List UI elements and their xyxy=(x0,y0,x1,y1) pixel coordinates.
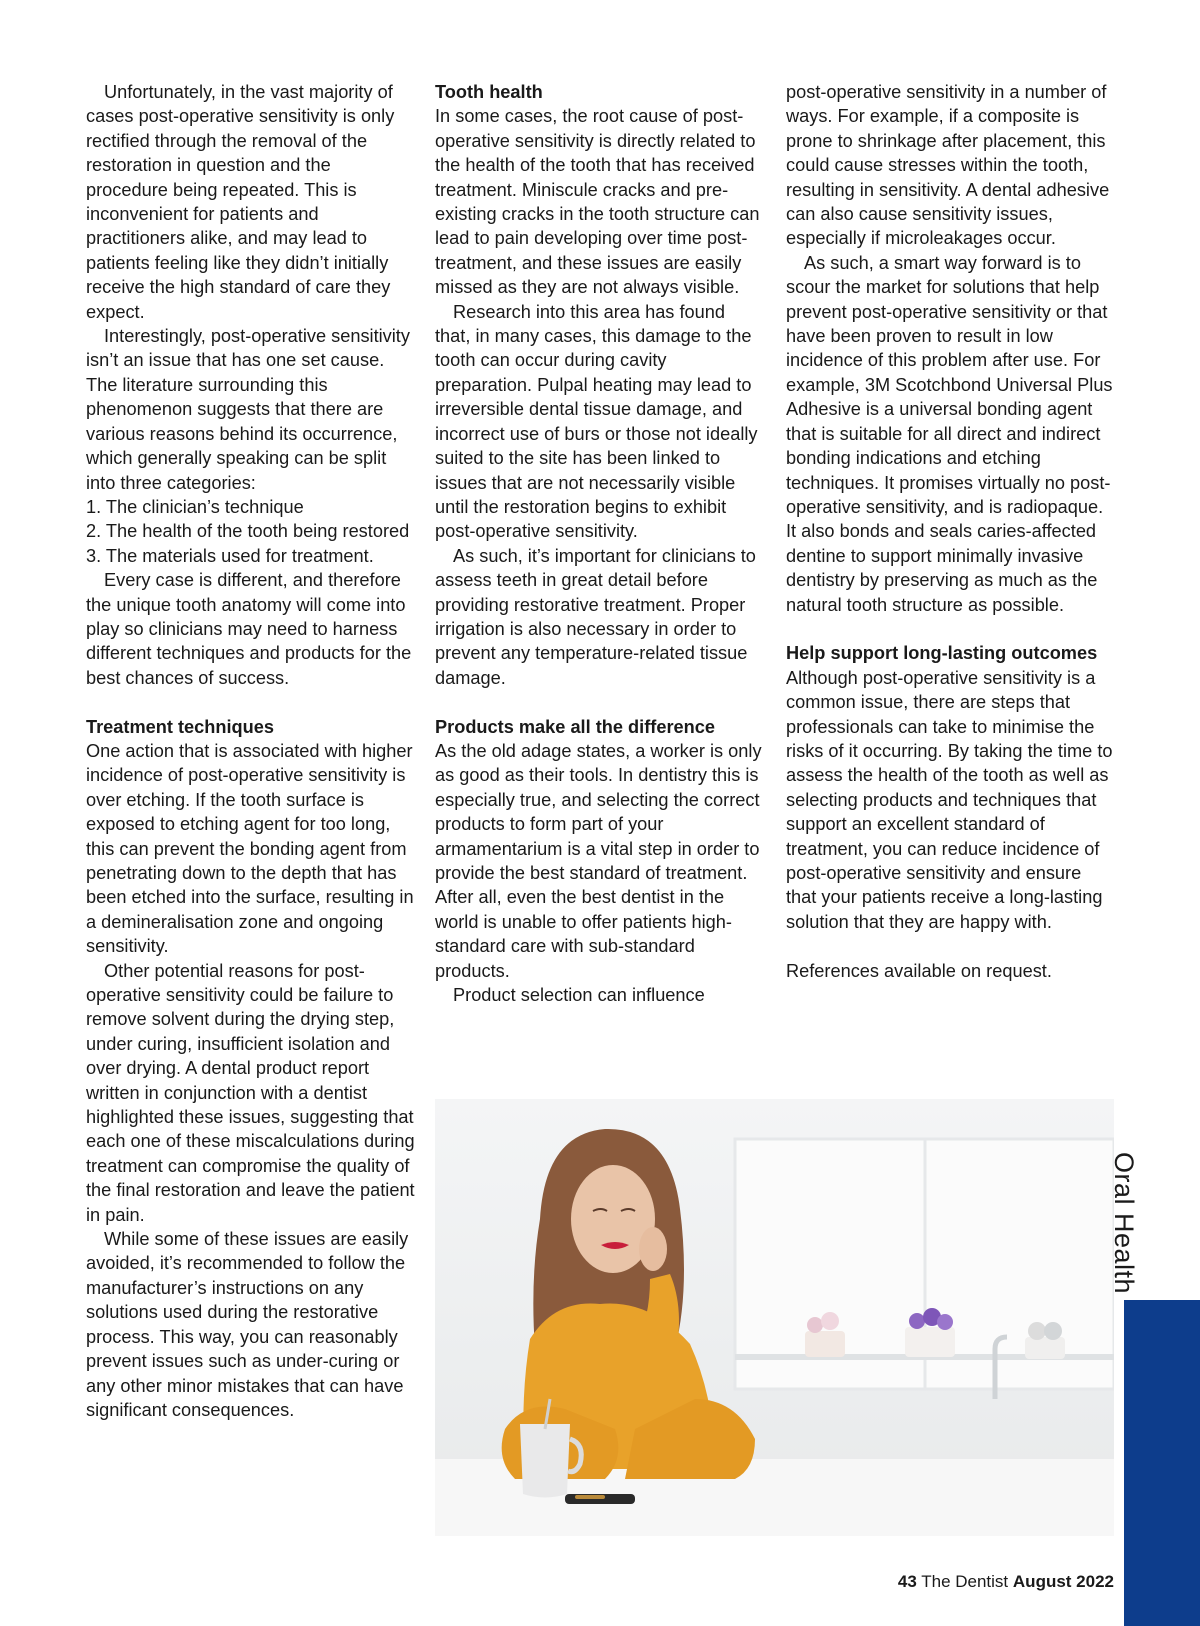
list-item: 3. The materials used for treatment. xyxy=(86,545,374,566)
section-heading: Tooth health xyxy=(435,82,543,102)
paragraph: Unfortunately, in the vast majority of cases post-operative sensitivity is only rectified through the removal of the restoration in question and the procedure being repeated. This is inconvenient for patients and practitioners alike, and may lead to patients feeling like they didn’t initially receive the high standard of care they expect. xyxy=(86,82,395,322)
page-footer xyxy=(898,1572,1114,1592)
section-heading: Treatment techniques xyxy=(86,716,274,737)
list-item: 2. The health of the tooth being restored xyxy=(86,521,410,542)
side-tab xyxy=(1124,1300,1200,1626)
paragraph: Every case is different, and therefore the unique tooth anatomy will come into play so clinicians may need to harness different techniques and products for the best chances of success. xyxy=(86,570,412,688)
paragraph: Research into this area has found that, in many cases, this damage to the tooth can occur during cavity preparation. Pulpal heating may lead to irreversible dental tissue damage, and incorrect use of burs or those not ideally suited to the site has been linked to issues that are not necessarily visible until the restoration begins to exhibit post-operative sensitivity. xyxy=(435,301,758,542)
page-number: 43 xyxy=(897,1572,917,1591)
paragraph: One action that is associated with higher incidence of post-operative sensitivity is over etching. If the tooth surface is exposed to etching agent for too long, this can prevent the bonding agent from penetrating down to the depth that has been etched into the surface, resulting in a demineralisation zone and ongoing sensitivity. xyxy=(86,740,414,957)
article-photo xyxy=(435,1099,1114,1536)
section-heading: Products make all the difference xyxy=(435,716,715,737)
paragraph: As the old adage states, a worker is only as good as their tools. In dentistry this is especially true, and selecting the correct products to form part of your armamentarium is a vital step in order to provide the best standard of treatment. After all, even the best dentist in the world is unable to offer patients high-standard care with sub-standard products. xyxy=(435,740,762,981)
paragraph: In some cases, the root cause of post-operative sensitivity is directly related to the health of the tooth that has received treatment. Miniscule cracks and pre-existing cracks in the tooth structure can lead to pain developing over time post-treatment, and these issues are easily missed as they are not always visible. xyxy=(435,106,760,298)
article-column-3 xyxy=(786,80,1116,983)
issue-date: August 2022 xyxy=(1012,1572,1114,1591)
publication-name: The Dentist xyxy=(921,1572,1009,1591)
article-column-2 xyxy=(435,80,765,1007)
section-label: Oral Health xyxy=(1109,1152,1139,1295)
woman-toothache-illustration xyxy=(435,1099,1114,1536)
paragraph: post-operative sensitivity in a number of ways. For example, if a composite is prone to shrinkage after placement, this could cause stresses within the tooth, resulting in sensitivity. A dental adhesive can also cause sensitivity issues, especially if microleakages occur. xyxy=(786,82,1110,249)
paragraph: Other potential reasons for post-operative sensitivity could be failure to remove solvent during the drying step, under curing, insufficient isolation and over drying. A dental product report written in conjunction with a dentist highlighted these issues, suggesting that each one of these miscalculations during treatment can compromise the quality of the final restoration and leave the patient in pain. xyxy=(86,960,415,1225)
section-heading: Help support long-lasting outcomes xyxy=(786,643,1098,664)
paragraph: While some of these issues are easily avoided, it’s recommended to follow the manufacturer’s instructions on any solutions used during the restorative process. This way, you can reasonably prevent issues such as under-curing or any other minor mistakes that can have significant consequences. xyxy=(86,1229,409,1420)
article-column-1 xyxy=(86,80,416,1422)
paragraph: As such, it’s important for clinicians to assess teeth in great detail before providing restorative treatment. Proper irrigation is also necessary in order to prevent any temperature-related tissue damage. xyxy=(435,545,756,688)
list-item: 1. The clinician’s technique xyxy=(86,496,304,517)
paragraph: Although post-operative sensitivity is a common issue, there are steps that professionals can take to minimise the risks of it occurring. By taking the time to assess the health of the tooth as well as selecting products and techniques that support an excellent standard of treatment, you can reduce incidence of post-operative sensitivity and ensure that your patients receive a long-lasting solution that they are happy with. xyxy=(786,667,1113,932)
paragraph: Interestingly, post-operative sensitivity isn’t an issue that has one set cause. The literature surrounding this phenomenon suggests that there are various reasons behind its occurrence, which generally speaking can be split into three categories: xyxy=(86,326,410,493)
paragraph: As such, a smart way forward is to scour the market for solutions that help prevent post-operative sensitivity or that have been proven to result in low incidence of this problem after use. For example, 3M Scotchbond Universal Plus Adhesive is a universal bonding agent that is suitable for all direct and indirect bonding indications and etching techniques. It promises virtually no post-operative sensitivity, and is radiopaque. It also bonds and seals caries-affected dentine to support minimally invasive dentistry by preserving as much as the natural tooth structure as possible. xyxy=(786,252,1113,615)
paragraph: Product selection can influence xyxy=(453,985,705,1006)
references-note: References available on request. xyxy=(786,960,1052,981)
